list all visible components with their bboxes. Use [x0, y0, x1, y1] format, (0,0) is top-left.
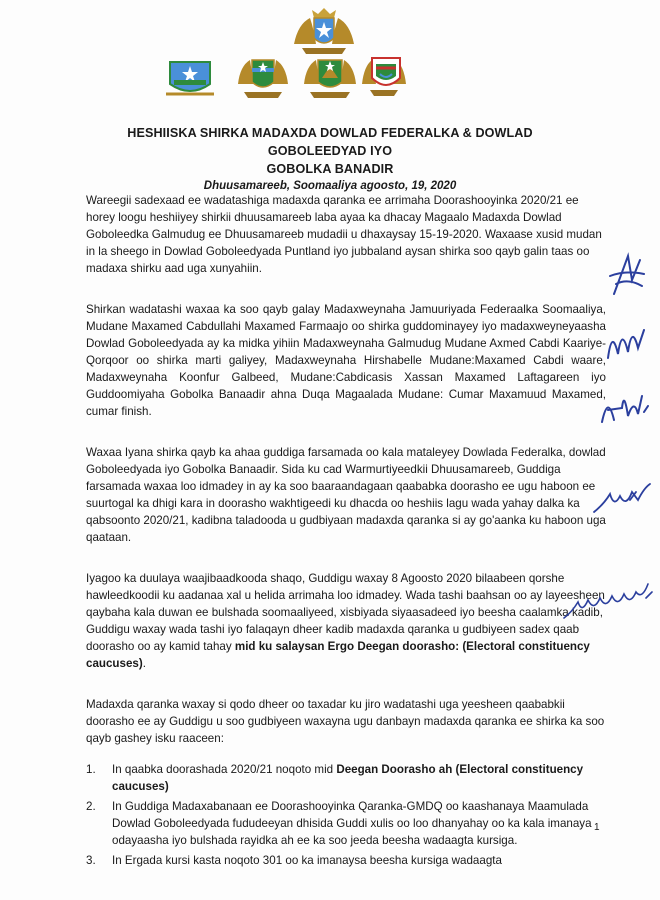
- list-item-number: 2.: [86, 800, 96, 813]
- paragraph-4: [86, 570, 606, 672]
- banadir-emblem: [368, 54, 404, 94]
- list-item: [86, 761, 606, 795]
- galmudug-emblem: [164, 54, 216, 100]
- list-item: [86, 852, 606, 869]
- signature-2: [604, 318, 648, 368]
- list-item: [86, 798, 606, 849]
- somalia-federal-emblem: [288, 4, 360, 56]
- list-item-text: In qaabka doorashada 2020/21 noqoto mid: [112, 763, 337, 776]
- paragraph-4-tail: .: [142, 657, 146, 670]
- emblem-row: [0, 0, 660, 100]
- page-number: 1: [594, 822, 600, 833]
- signature-4: [590, 478, 654, 518]
- hirshabelle-emblem: [234, 50, 292, 100]
- document-body: [86, 192, 606, 872]
- signature-1: [606, 250, 646, 300]
- paragraph-1: Wareegii sadexaad ee wadatashiga madaxda qaranka ee arrimaha Doorashooyinka 2020/21 ee horey loogu heshiiyey shirkii dhuusamareeb laba ayaa ka dhacay Magaalo Madaxda Dowlad Goboleedka Galmudug ee Dhuusamareeb mudadii u dhaxaysay 15-19-2020. Waxaase xusid mudan in la sheego in Dowlad Goboleedyada Puntland iyo jubbaland aysan shirka soo qayb galin taas oo madaxa shirku aad uga xunyahiin.: [86, 194, 602, 275]
- list-item-number: 1.: [86, 763, 96, 776]
- document-title-line2: GOBOLKA BANADIR: [266, 162, 394, 176]
- list-item-number: 3.: [86, 854, 96, 867]
- agreement-points-list: [86, 761, 606, 869]
- paragraph-4-text: Iyagoo ka duulaya waajibaadkooda shaqo, Guddigu waxay 8 Agoosto 2020 bilaabeen qorshe hawleedkoodii ku aadanaa xal u helida arrimaha loo idmadey. Wada tashi baahsan oo ay layeesheen qaybaha kala duwan ee bulshada soomaaliyeed, xisbiyada siyaasadeed iyo beesha caalamka kadib, Guddigu waxay wada tashi iyo falaqayn dheer kadib madaxda qaranka u gudbiyeen sadex qaab doorasho oo ay kamid tahay: [86, 572, 605, 653]
- signature-5: [560, 578, 656, 622]
- document-subtitle: Dhuusamareeb, Soomaaliya agoosto, 19, 2020: [203, 180, 457, 192]
- list-item-bold: Deegan Doorasho ah (Electoral constituency caucuses): [112, 763, 584, 793]
- paragraph-5: Madaxda qaranka waxay si qodo dheer oo taxadar ku jiro wadatashi uga yeesheen qaababkii doorasho ee ay Guddigu u soo gudbiyeen waxayna ugu danbayn madaxda qaranka ee shirka ka soo qayb gashey isku raaceen:: [86, 698, 605, 745]
- paragraph-3: Waxaa Iyana shirka qayb ka ahaa guddiga farsamada oo kala mataleyey Dowlada Federalka, dowlad Goboleedyada iyo Gobolka Banaadir. Sida ku cad Warmurtiyeedkii Dhuusamareeb, Guddiga farsamada waxaa loo idmadey in ay ka soo baaraandagaan qaababka doorasho ee ugu haboon ee suurtogal ka dhigi kara in doorasho wakhtigeedi ku dhacda oo heshiis lagu wada yahay dalka ka qabsoonto 2020/21, kadibna taladooda u gudbiyaan madaxda qaranka si ay go'aanka ku haboon uga qaataan.: [86, 446, 606, 544]
- list-item-text: In Ergada kursi kasta noqoto 301 oo ka imanaysa beesha kursiga wadaagta: [112, 854, 502, 867]
- document-title-line1: HESHIISKA SHIRKA MADAXDA DOWLAD FEDERALKA & DOWLAD GOBOLEEDYAD IYO: [127, 126, 533, 158]
- signature-3: [598, 386, 652, 430]
- list-item-text: In Guddiga Madaxabanaan ee Doorashooyinka Qaranka-GMDQ oo kaashanaya Maamulada Dowlad Goboleedyada fududeeyan dhisida Guddi xulis oo loo dhanyahay oo ka kala imanaya odayaasha iyo bulshada rayidka ah ee ka soo jeeda beesha wadaagta kursiga.: [112, 800, 592, 847]
- document-header: [80, 124, 580, 192]
- paragraph-4-bold: mid ku salaysan Ergo Deegan doorasho: (Electoral constituency caucuses): [86, 640, 590, 670]
- paragraph-2: Shirkan wadatashi waxaa ka soo qayb galay Madaxweynaha Jamuuriyada Federaalka Soomaaliya, Mudane Maxamed Cabdullahi Maxamed Farmaajo oo shirka guddominayey iyo madaxweyneyaasha Dowlad Goboleedyada ay ka midka yihiin Madaxweynaha Galmudug Mudane Axmed Cabdi Kaariye-Qorqoor oo shirka marti galiyey, Madaxweynaha Hirshabelle Mudane:Maxamed Cabdi waare, Madaxweynaha Koonfur Galbeed, Mudane:Cabdicasis Xassan Maxamed Laftagareen iyo Guddoomiyaha Gobolka Banaadir ahna Duqa Magaalada Mudane: Cumar Maxamuud Maxamed, cumar finish.: [86, 303, 606, 418]
